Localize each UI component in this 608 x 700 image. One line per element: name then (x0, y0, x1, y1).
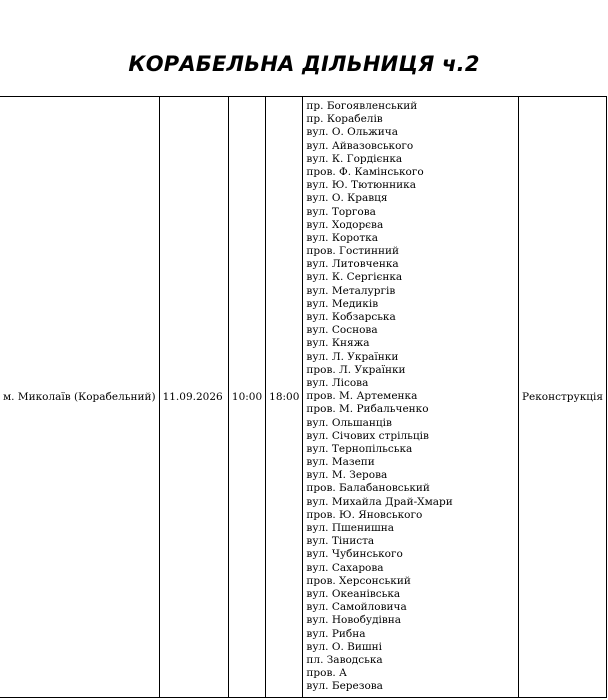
street-item: пл. Заводська (306, 653, 383, 666)
street-item: вул. Литовченка (306, 258, 399, 271)
street-item: вул. Ходорєва (306, 218, 384, 231)
street-item: вул. Кобзарська (306, 311, 396, 323)
street-item: вул. Тернопільська (306, 442, 413, 455)
street-item: вул. Чубинського (306, 548, 403, 561)
street-item: вул. М. Зерова (306, 469, 388, 482)
street-item: пров. М. Артеменка (306, 390, 418, 403)
street-item: вул. Лісова (306, 376, 369, 389)
street-item: вул. Сахарова (306, 561, 384, 574)
street-item: пров. А (306, 667, 348, 680)
street-item: пров. Ю. Яновського (306, 508, 423, 521)
street-item: вул. Торгова (306, 205, 376, 218)
table-row (0, 97, 607, 698)
street-item: вул. О. Ольжича (306, 126, 398, 139)
start-time-cell: 10:00 (228, 97, 265, 698)
end-time-cell: 18:00 (266, 97, 303, 698)
street-item: вул. Океанівська (306, 587, 401, 600)
street-item: вул. Михайла Драй-Хмари (306, 495, 453, 508)
street-item: вул. Тіниста (306, 535, 375, 548)
street-item: вул. Айвазовського (306, 139, 414, 152)
street-item: вул. Пшенишна (306, 522, 395, 534)
street-item: вул. О. Кравця (306, 192, 388, 205)
page-title: КОРАБЕЛЬНА ДІЛЬНИЦЯ ч.2 (128, 52, 480, 76)
street-item: пр. Богоявленський (306, 100, 418, 112)
city-cell: м. Миколаїв (Корабельний) (0, 97, 159, 698)
street-item: вул. К. Сергієнка (306, 271, 403, 284)
street-item: вул. Мазепи (306, 456, 375, 469)
street-item: вул. К. Гордієнка (306, 152, 403, 165)
street-item: пров. Л. Українки (306, 363, 406, 376)
street-item: вул. Коротка (306, 231, 378, 244)
street-item: пров. Ф. Камінського (306, 165, 424, 178)
street-item: вул. Новобудівна (306, 614, 402, 627)
street-item: вул. О. Вишні (306, 640, 382, 653)
street-item: пров. Балабановський (306, 482, 430, 495)
street-item: вул. Рибна (306, 627, 366, 640)
reason-cell: Реконструкція (518, 97, 606, 698)
date-cell: 11.09.2026 (159, 97, 228, 698)
street-item: вул. Березова (306, 680, 383, 693)
street-item: вул. Л. Українки (306, 350, 399, 363)
street-item: пров. М. Рибальченко (306, 403, 429, 416)
street-item: вул. Ольшанців (306, 416, 392, 429)
outage-schedule-table (0, 96, 607, 698)
street-item: вул. Самойловича (306, 601, 407, 614)
street-item: пров. Гостинний (306, 245, 400, 258)
street-item: вул. Медиків (306, 297, 379, 310)
street-item: пр. Корабелів (306, 113, 383, 126)
streets-cell (303, 97, 519, 698)
street-item: вул. Ю. Тютюнника (306, 179, 416, 192)
street-item: пров. Херсонський (306, 574, 411, 587)
street-item: вул. Металургів (306, 284, 396, 297)
street-item: вул. Княжа (306, 337, 370, 350)
street-item: вул. Соснова (306, 324, 378, 337)
street-list (306, 100, 515, 693)
street-item: вул. Січових стрільців (306, 429, 429, 442)
